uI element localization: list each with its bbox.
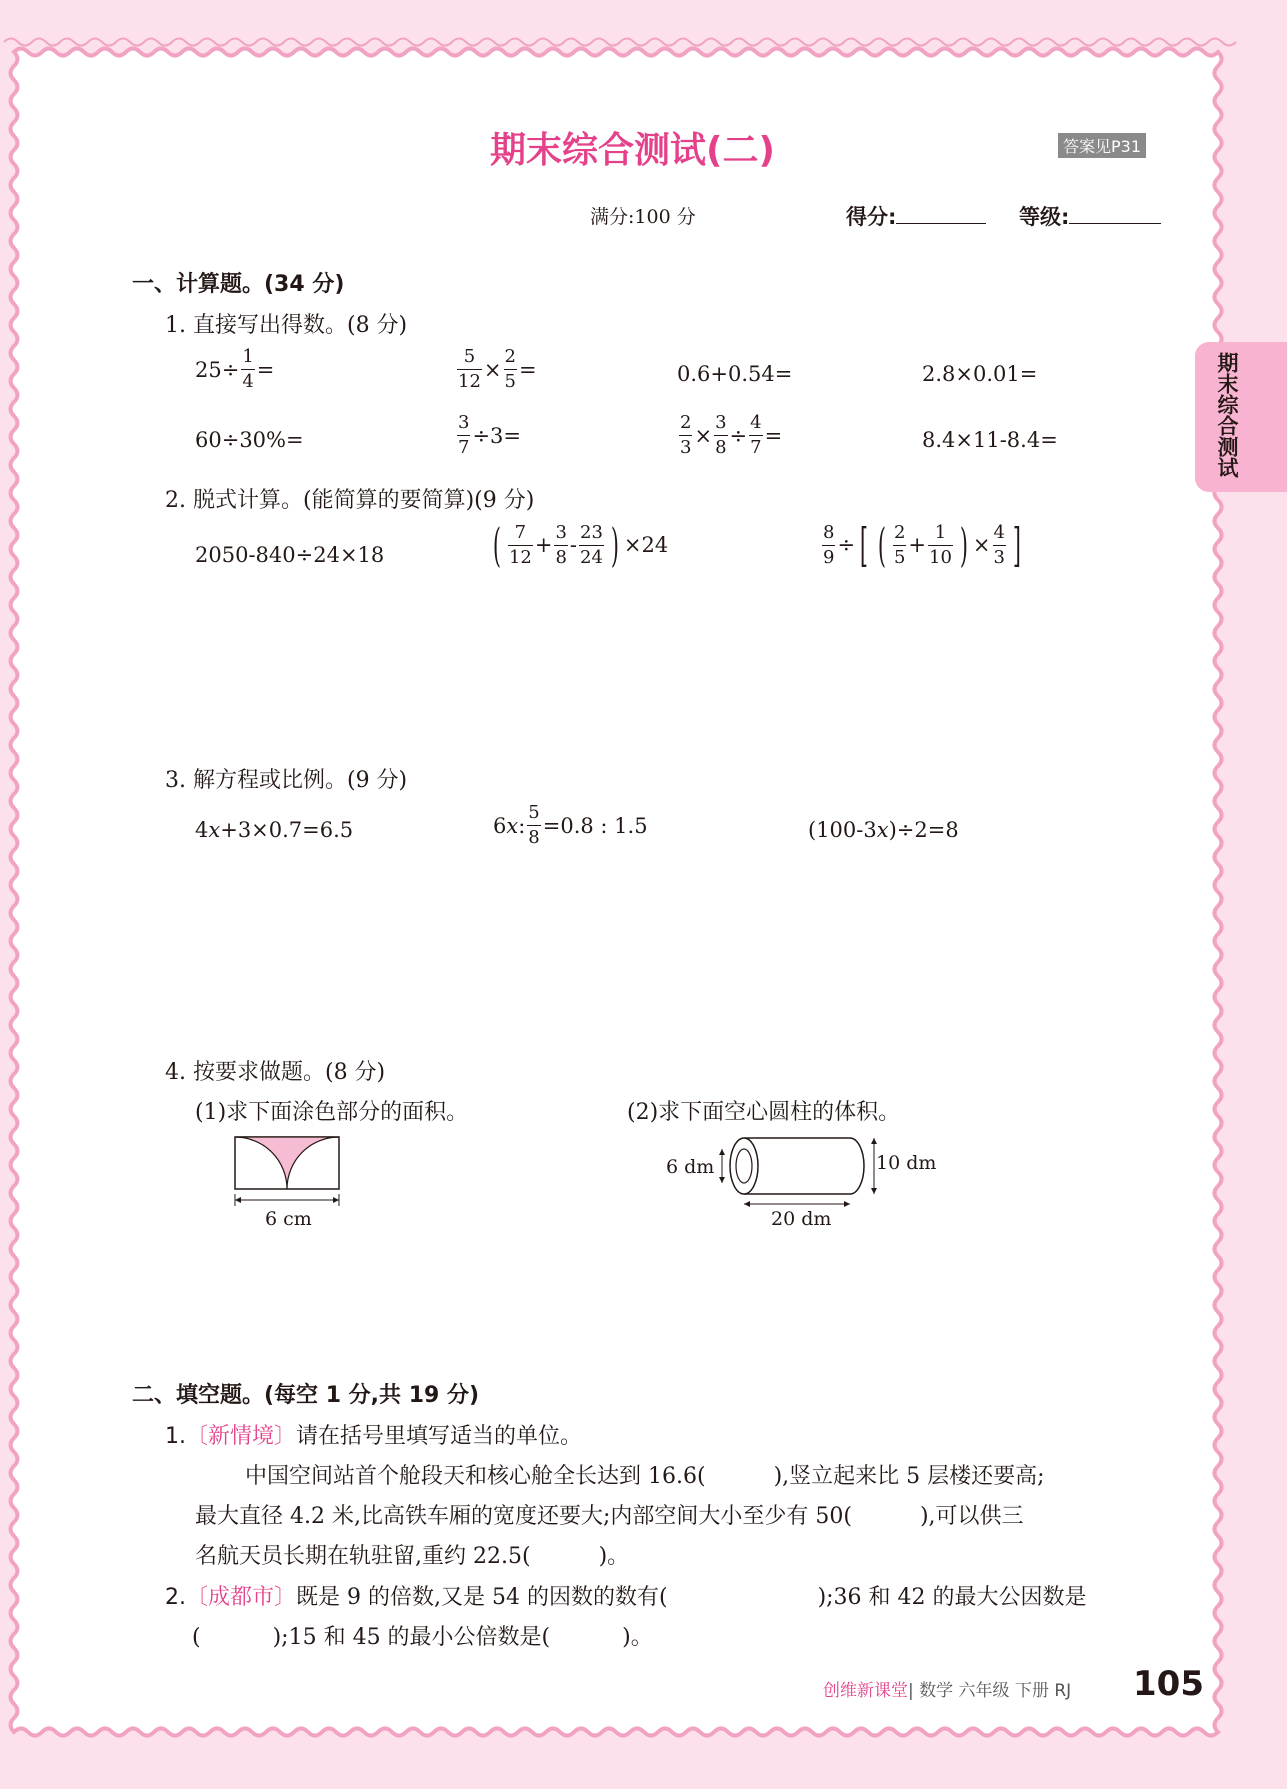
s2-q1-line1-part1: 中国空间站首个舱段天和核心舱全长达到 16.6(: [245, 1464, 706, 1489]
footer-details: | 数学 六年级 下册 RJ: [908, 1681, 1072, 1701]
q2-item-2: ( $\frac{7}{12}$ + $\frac{3}{8}$ - $\frac{23}{24}$ ) ×24: [492, 518, 669, 572]
q1-item-8: 8.4×11-8.4=: [922, 428, 1058, 452]
s2-q2-line2-part1: (: [192, 1625, 201, 1650]
s2-q1-line3-part1: 名航天员长期在轨驻留,重约 22.5(: [195, 1544, 531, 1569]
s2-q1-line1-part2: ),竖立起来比 5 层楼还要高;: [773, 1464, 1045, 1489]
shaded-area-figure: [228, 1130, 358, 1210]
q1-item-7: $\frac{2}{3}$ × $\frac{3}{8}$ ÷ $\frac{4}{7}$ =: [680, 412, 783, 458]
q1-item-3: 0.6+0.54=: [677, 362, 793, 386]
s2-q2-line2-part3: )。: [622, 1625, 653, 1650]
s2-q1-line1: [245, 1459, 1045, 1490]
s2-q2-number: 2.: [165, 1585, 186, 1610]
fig2-inner-label: 6 dm: [666, 1156, 715, 1178]
footer-info: [823, 1676, 1071, 1701]
full-score-label: 满分:100 分: [590, 206, 696, 228]
fig2-length-label: 20 dm: [771, 1208, 832, 1230]
grade-blank[interactable]: [1069, 223, 1161, 224]
s2-q2-line1-part2: );36 和 42 的最大公因数是: [817, 1585, 1087, 1610]
s2-q1-tag: 〔新情境〕: [186, 1424, 297, 1449]
q1-label: 1. 直接写出得数。(8 分): [165, 313, 408, 338]
s2-q1-text: 请在括号里填写适当的单位。: [296, 1424, 583, 1449]
grade-label-text: 等级:: [1019, 205, 1070, 229]
q4-label: 4. 按要求做题。(8 分): [165, 1060, 386, 1085]
score-blank[interactable]: [896, 223, 986, 224]
q1-item-6: $\frac{3}{7}$ ÷3=: [458, 412, 522, 458]
s2-q2-line1: [165, 1580, 1087, 1611]
s2-q1-line2: [195, 1499, 1024, 1530]
s2-q1-line2-part2: ),可以供三: [919, 1504, 1024, 1529]
side-tab-label: 期末综合测试: [1215, 352, 1239, 478]
q1-item-2: $\frac{5}{12}$ × $\frac{2}{5}$ =: [458, 346, 537, 392]
s2-q1-prompt: [165, 1419, 582, 1450]
s2-q1-line2-part1: 最大直径 4.2 米,比高铁车厢的宽度还要大;内部空间大小至少有 50(: [195, 1504, 852, 1529]
q3-item-1: 4 x +3×0.7=6.5: [195, 818, 354, 842]
s2-q1-line3-part2: )。: [598, 1544, 630, 1569]
s2-q2-line1-part1: 既是 9 的倍数,又是 54 的因数的数有(: [296, 1585, 668, 1610]
q3-item-2: 6 x : $\frac{5}{8}$ =0.8 : 1.5: [493, 802, 648, 848]
grade-label: [1019, 201, 1161, 231]
q1-item-5: 60÷30%=: [195, 428, 304, 452]
s2-q2-tag: 〔成都市〕: [186, 1585, 297, 1610]
score-label: [846, 201, 986, 231]
page-title: 期末综合测试(二): [490, 130, 775, 171]
q2-label: 2. 脱式计算。(能简算的要简算)(9 分): [165, 488, 535, 513]
page-number: 105: [1133, 1664, 1204, 1704]
q3-label: 3. 解方程或比例。(9 分): [165, 768, 408, 793]
q1-item-4: 2.8×0.01=: [922, 362, 1038, 386]
q1-item-1: 25÷ $\frac{1}{4}$ =: [195, 346, 275, 392]
section1-heading: 一、计算题。(34 分): [132, 272, 345, 297]
footer-brand: 创维新课堂: [823, 1681, 908, 1701]
fig2-outer-label: 10 dm: [876, 1152, 937, 1174]
s2-q1-number: 1.: [165, 1424, 186, 1449]
s2-q1-line3: [195, 1539, 629, 1570]
s2-q2-line2: [192, 1620, 653, 1651]
section2-heading: 二、填空题。(每空 1 分,共 19 分): [132, 1383, 480, 1408]
s2-q2-line2-part2: );15 和 45 的最小公倍数是(: [272, 1625, 551, 1650]
q4-part1-label: (1)求下面涂色部分的面积。: [195, 1100, 469, 1125]
score-label-text: 得分:: [846, 205, 897, 229]
q2-item-1: 2050-840÷24×18: [195, 543, 385, 567]
q4-part2-label: (2)求下面空心圆柱的体积。: [627, 1100, 901, 1125]
q3-item-3: (100-3 x )÷2=8: [808, 818, 959, 842]
answer-reference-badge: 答案见P31: [1058, 133, 1146, 158]
fig1-width-label: 6 cm: [265, 1208, 312, 1230]
q2-item-3: $\frac{8}{9}$ ÷ [ ( $\frac{2}{5}$ + $\frac{1}{10}$ ) × $\frac{4}{3}$ ]: [823, 518, 1021, 572]
